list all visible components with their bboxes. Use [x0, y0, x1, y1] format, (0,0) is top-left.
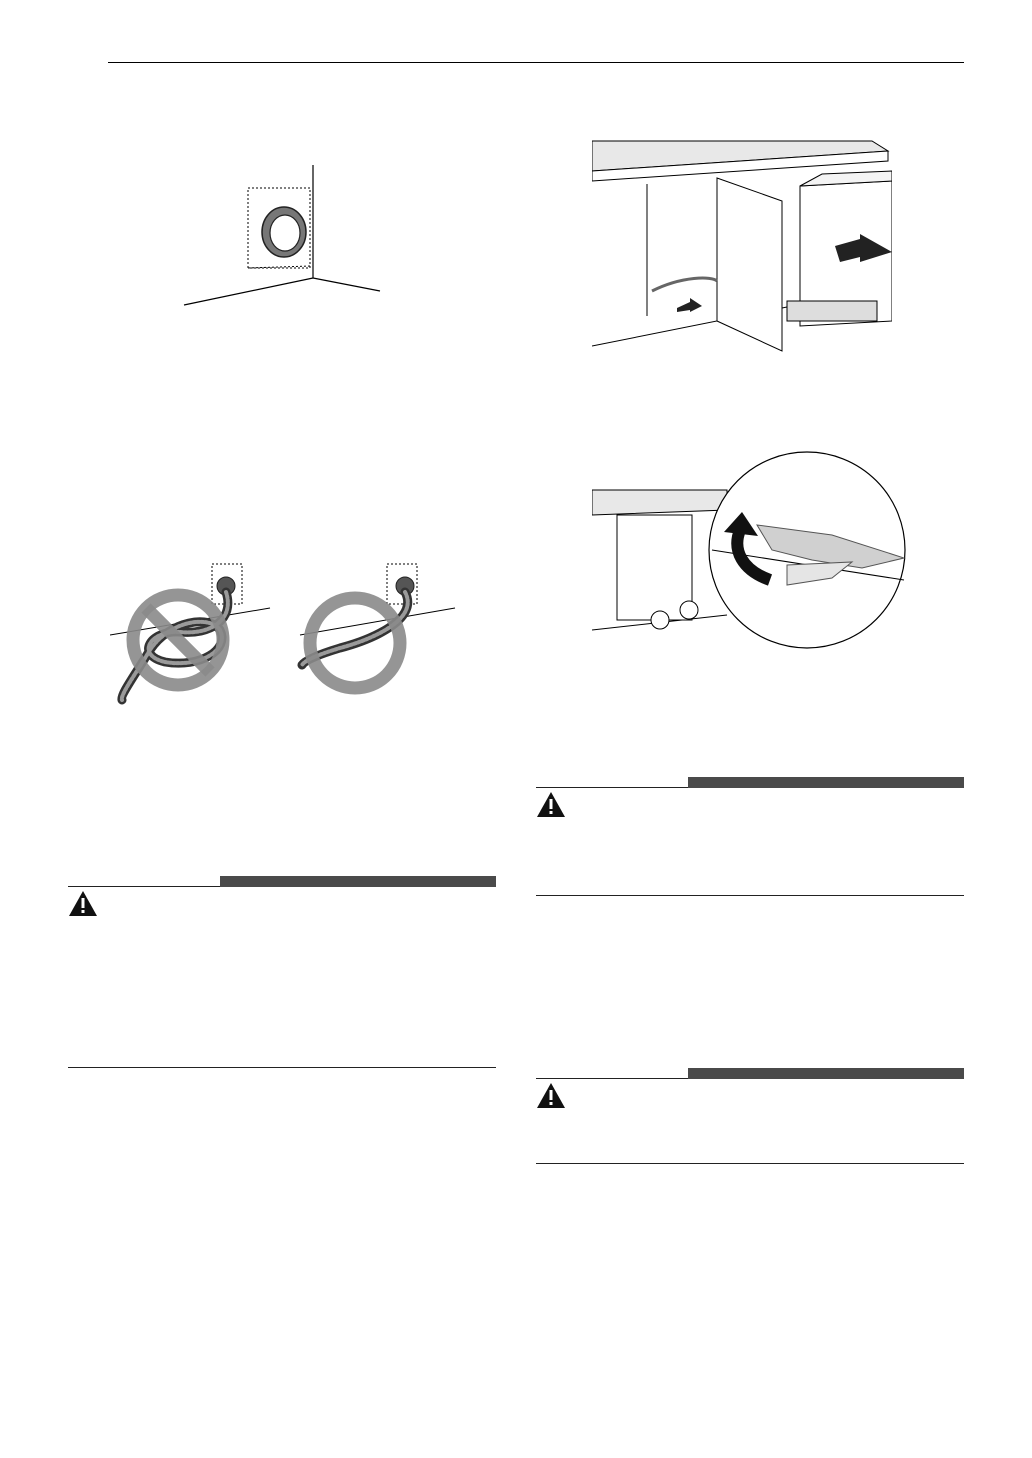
warning-header: [68, 875, 496, 887]
warning-box-right-1-bottom-rule: [536, 895, 964, 896]
slide-dishwasher-illustration: [592, 136, 892, 356]
warning-box-right-2-bottom-rule: [536, 1163, 964, 1164]
hose-routing-figure: [110, 560, 460, 705]
warning-triangle-icon: [68, 890, 98, 917]
remove-tape-illustration: [592, 450, 912, 650]
header-rule: [108, 62, 964, 63]
warning-triangle-icon: [536, 1082, 566, 1109]
warning-box-right-2: [536, 1067, 964, 1109]
remove-tape-figure: [592, 450, 912, 650]
warning-box-right-1: [536, 776, 964, 818]
warning-box-left: [68, 875, 496, 917]
warning-header: [536, 1067, 964, 1079]
slide-dishwasher-figure: [592, 136, 892, 356]
warning-box-left-bottom-rule: [68, 1067, 496, 1068]
hose-routing-illustration: [110, 560, 460, 705]
warning-header: [536, 776, 964, 788]
warning-triangle-icon: [536, 791, 566, 818]
wall-hole-illustration: [180, 160, 385, 315]
wall-hole-figure: [180, 160, 385, 315]
